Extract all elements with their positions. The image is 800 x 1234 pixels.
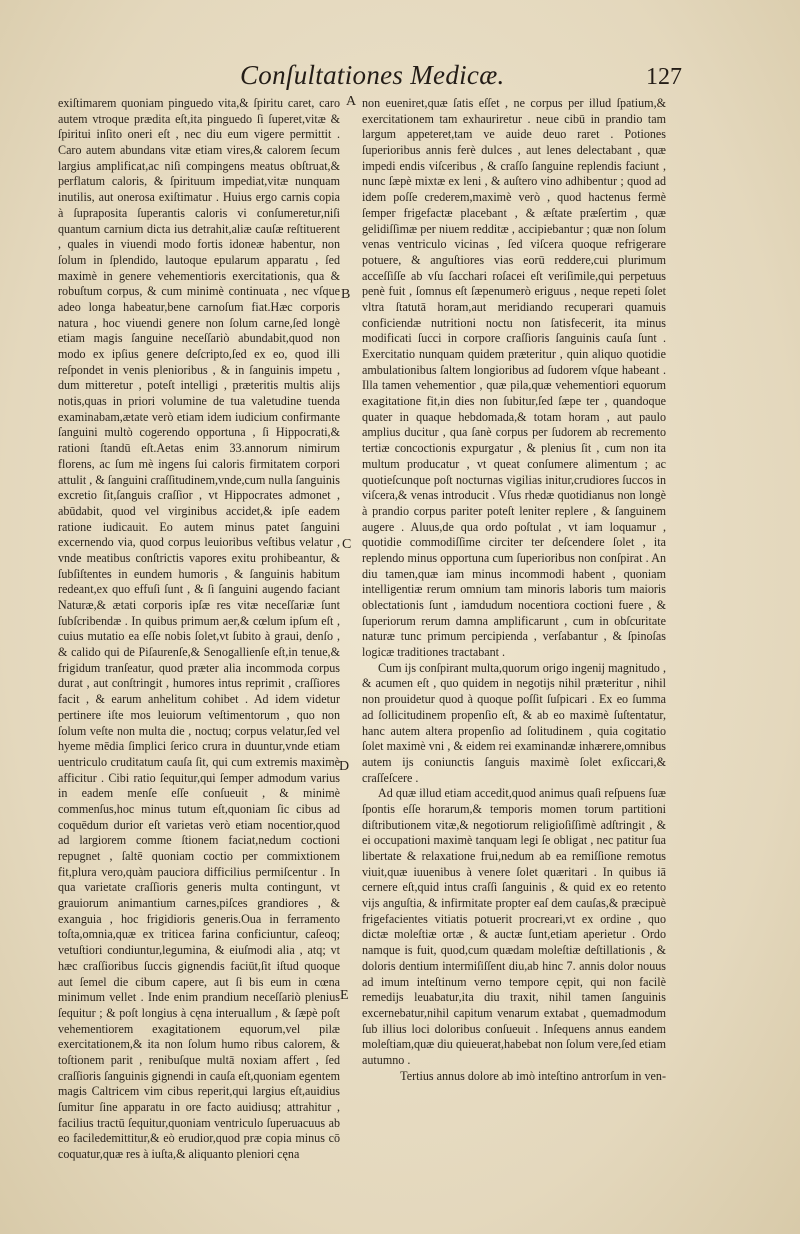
margin-marker-e: E bbox=[340, 988, 349, 1003]
margin-marker-c: C bbox=[342, 537, 352, 552]
running-title: Conſultationes Medicæ. bbox=[240, 60, 505, 90]
right-paragraph-3: Ad quæ illud etiam accedit,quod animus quaſi reſpuens ſuæ ſpontis eſſe horarum,& temporis momen torum partitioni diſtributionem vitæ,& negotiorum religioſiſſimè adſtringit , & ei occupationi maximè tanquam legi ſe obligat , nec patitur ſua libertate & relaxatione frui,nedum ab ea remiſſione remotus viuit,quæ iuuenibus à venere ſolet quæritari . In quibus iā cernere eſt,quid intus craſſi ſanguinis , & quid ex eo retento vijs anguſtia, & infirmitate propter eaſ dem cauſas,& præcipuè frigefacientes vitiatis potuerit procreari,vt ex ordine , quo dictæ moleſtiæ ortæ , & auctæ ſunt,etiam aperietur . Ordo namque is fuit, quod,cum quædam moleſtiæ deſtillationis , & doloris dentium intermiſiſſent diu,ab hinc 7. annis dolor nouus ad imum inteſtinum verno tempore cępit, qui non facilè remedijs leuabatur,ita diu traxit, nihil tamen ſanguinis excernebatur,nihil capitum venarum extabat , quemadmodum ſub illius loci doloribus conſueuit . Inſequens annus eandem moleſtiam,quæ diu quieuerat,habebat non ſolum vere,ſed etiam autumno . bbox=[362, 786, 666, 1067]
right-paragraph-2: Cum ijs conſpirant multa,quorum origo ingenij magnitudo , & acumen eſt , quo quidem in negotijs nihil præteritur , nihil non prouidetur quod à quoque poſſit ſuſpicari . Ex eo ſumma ad ſollicitudinem propenſio eſt, & ab eo maximè ſuſtentatur, hanc autem altera propenſio ad ſolitudinem , quia cogitatio ſolet maximè vni , & eidem rei examinandæ inhærere,omnibus autem ijs coniunctis ſanguis maximè ſolet exſiccari,& craſſeſcere . bbox=[362, 660, 666, 785]
margin-marker-d: D bbox=[339, 759, 350, 774]
right-paragraph-4: Tertius annus dolore ab imò inteſtino antrorſum in ven- bbox=[400, 1068, 666, 1083]
left-paragraph-1: exiſtimarem quoniam pinguedo vita,& ſpiritu caret, caro autem vtroque prædita eſt,ita pinguedo ſi ſuperet,vitæ & ſpiritui inſito oneri eſt , nec diu eum vigere permittit . Caro autem abundans vitæ etiam vires,& calorem ſecum largius amplificat,ac niſi compingens meatus obſtruat,& perflatum caloris, & ſpirituum impediat,vitæ nunquam inutilis, aut onerosa exiſtimatur . Huius ergo carnis copia à ſupraposita ſuperantis caloris vi conſumeretur,niſi quantum carnium dicta ius detrahit,aliæ cauſæ reſtituerent , quales in viuendi modo fortis idoneæ habentur, non ſolum in ſplendido, lautoque epularum apparatu , ſed maximè in genere vehementioris exercitationis, qua & robuſtum corpus, & cum minimè continuata , nec vſque adeo longa habeatur,bene carnoſum fiat.Hæc corporis natura , hoc viuendi genere non ſolum carne,ſed longè etiam magis ſanguine neceſſariò abundabit,quod non modo ex ipſius genere deſcripto,ſed ex eo, quod illi reſpondet in venis plenioribus , & in ſanguinis impetu , dum mitteretur , poteſt intelligi , præteritis multis alijs notis,quas in priori volumine de tua valetudine tuenda examinabam,ætate verò etiam idem iudicium confirmante ſanguini multò cogerendo opportuna , ſi Hippocrati,& rationi ſtandū eſt.Aetas enim 33.annorum nimirum florens, ac ſum mè ingens ſui caloris firmitatem corpori attulit , & ſanguini craſſitudinem,vnde,cum nulla ſanguinis excretio ſit,ſanguis craſſior , vt Hippocrates admonet , abūdabit, quod vel virginibus accidet,& ipſe eadem ratione iudicauit. Eo autem minus patet ſanguini excernendo via, quod corpus leuioribus veſtibus velatur , vnde meatibus conſtrictis vapores exitu prohibeantur, & ſubſiſtentes in eundem humoris , & ſanguinis habitum redeant,ex quo effuſi ſunt , & ſi ſanguini augendo faciant Naturæ,& ætati corporis ipſæ res vitæ neceſſariæ ſunt ſubſcribendæ . In quibus primum aer,& cœlum ipſum eſt , cuius mutatio ea eſſe nobis ſolet,vt ſubito à graui, denſo , & calido qui de Piſaurenſe,& Senogallienſe eſt,in tenue,& frigidum tranſeatur, quod præter alia incommoda corpus durat , aut conſtringit , humores intus reprimit , craſſiores facit , & earum anhelitum cohibet . Ad idem videtur pertinere iſte mos leuiorum veſtimentorum , quo non ſolum veſte non multa die , noctuq; corpus velatur,ſed vel hyeme mēdia ſimplici ſerico crura in duuntur,vnde etiam uentriculo cruditatum cauſa ſit, qui cum extremis maximè afficitur . Cibi ratio ſequitur,qui ſemper admodum varius in eadem menſe eſſe conſueuit , & minimè commenſus,hoc minus tutum eſt,quoniam ſic cibus ad coquēdum durior eſt varietas verò etiam nocentior,quod ad largiorem comme ſtionem faciat,nedum coctioni repugnet , ſaltē quoniam coctio per commixtionem fit,plura vero,quàm pauciora difficilius permiſcentur . In qua varietate craſſioris generis multa contingunt, vt grauiorum animantium carnes,piſces grandiores , & exanguia , hoc frigidioris generis.Oua in ferramento toſta,omnia,quæ ex triticea farina conficiuntur, caſeoq; vetuſtiori condiuntur,legumina, & eiuſmodi alia , atq; vt hæc craſſioribus ſuccis gignendis faciūt,ſit iſtud quoque aut ſemel die cibum capere, aut ſi bis eum in cœna minimum vellet . Inde enim prandium neceſſariò plenius ſequitur ; & poſt longius à cęna interuallum , & ſæpè poſt vehementiorem exagitationem equorum,vel pilæ exercitationem,& ita non ſolum humo ribus calorem, & toſtionem parit , renibuſque multā noxiam affert , ſed craſſioris ſanguinis gignendi in cauſa eſt,quoniam egentem magis Caltricem vim cibus reperit,qui largius eſt,auidius ſumitur ſine apparatu in ore facto auidiusq; attrahitur , facilius tractū ſequitur,quoniam ventriculo ſuperuacuus ab eo faciledemittitur,& eò erudior,quod præ copia minus cō coquatur,quæ res à iuſta,& aliquanto pleniori cęna bbox=[58, 96, 340, 1162]
page-header bbox=[0, 60, 800, 96]
right-paragraph-1: non eueniret,quæ ſatis eſſet , ne corpus per illud ſpatium,& exercitationem tam exhauriretur . neue cibū in prandio tam largum appeteret,tam ve auide deuo raret . Potiones ſuperioribus annis ferè dulces , aut lenes delectabant , quæ impedi endis viſceribus , & craſſo ſanguine replendis faciunt , nunc ſæpè mixtæ ex leni , & auſtero vino adhibentur ; quod ad idem poſſe crederem,maximè verò , quod hactenus fermè ſemper frigefactæ placebant , & æſtate præſertim , quæ gelidiſſimæ per niuem redditæ , accipiebantur ; quæ non ſolum venas ventriculo vicinas , ſed viſcera quoque refrigerare potuere, & anguſtiores vias eorū reddere,cui plurimum acceſſiſſe ab vſu ſacchari roſacei eſt veriſimile,qui perpetuus penè fuit , ſomnus eſt ſæpenumerò eriguus , neque repeti ſolet vltra ſtatutā horam,aut meridiando recuperari quamuis conficiendæ nutritioni noctu non ſatisfecerit, ita minus modificati ſucci in corpore craſſioris ſanguinis cauſa ſunt . Exercitatio nunquam quidem præteritur , quin aliquo quotidie ambulationibus ſaltem longioribus ad ſudorem vſque habeant . Illa tamen vehementior , quæ pila,quæ vehementiori equorum exagitatione fit,in dies non ſubitur,ſed ſæpe ter , quandoque quater in quaque hebdomada,& totam horam , aut paulo amplius ducitur , qua ſanè corpus per ſudorem ab recremento tertiæ concoctionis expurgatur , & plenius ſit , cum non ita multum producatur , vt queat conſumere alimentum ; ac quotieſcunque poſt nocturnas vigilias initur,crudiores ſuccos in viſcera,& venas introducit . Vſus rhedæ quotidianus non longè à prandio corpus pariter poteſt leniter replere , & ſanguinem augere . Aluus,de qua ordo poſtulat , vt iam loquamur , quotidie commodiſſime circiter ter deſcendere ſolet , ita replendo minus opportuna cum ſuperioribus non conſpirat . An diu tamen,quæ iam minus incommodi habent , quoniam intelligentiæ rerum omnium tam minoris laboris tum maioris oblectationis ſunt , iamdudum nocentiora coctioni fuere , & ſuperiorum rerum damna amplificarunt , cum in obſcuritate naturæ tunc primum percipienda , verſabantur , & ſpinoſas logicæ traditiones tractabant . bbox=[362, 96, 666, 660]
right-column bbox=[362, 96, 666, 1208]
page-number: 127 bbox=[646, 64, 682, 90]
margin-marker-b: B bbox=[341, 287, 351, 302]
left-column bbox=[58, 96, 340, 1208]
margin-marker-a: A bbox=[346, 94, 357, 109]
